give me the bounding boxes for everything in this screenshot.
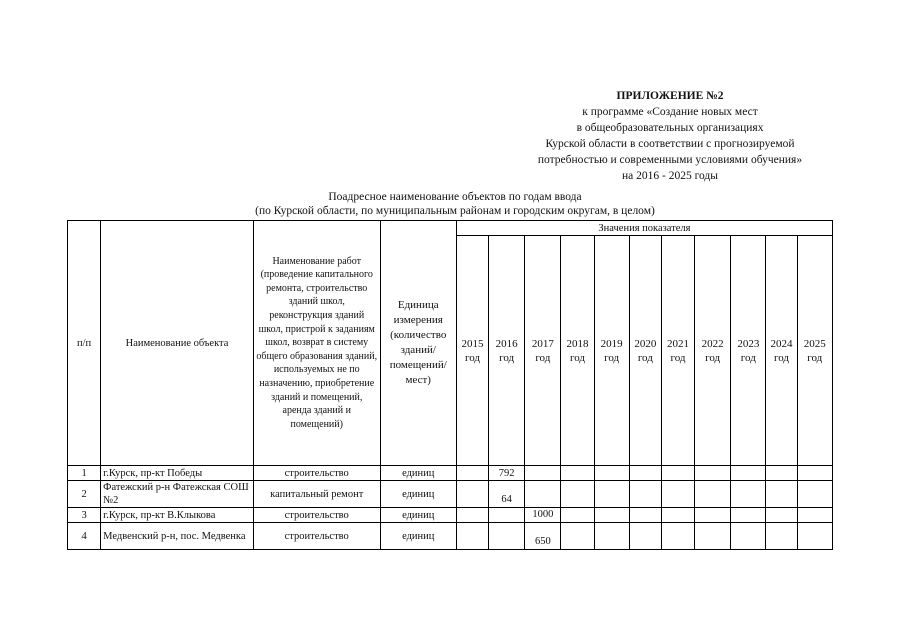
row-value xyxy=(629,523,661,550)
header-year xyxy=(456,236,488,466)
header-year xyxy=(594,236,629,466)
row-value xyxy=(525,481,561,508)
header-year xyxy=(561,236,594,466)
row-value xyxy=(695,523,731,550)
row-value xyxy=(456,481,488,508)
row-value xyxy=(661,466,694,481)
row-object-name: Медвенский р-н, пос. Медвенка xyxy=(101,523,254,550)
year-unit: год xyxy=(604,351,620,364)
year-unit: год xyxy=(535,351,551,364)
table-caption xyxy=(200,190,710,218)
row-value xyxy=(561,466,594,481)
appendix-heading: ПРИЛОЖЕНИЕ №2 xyxy=(616,90,724,102)
row-value xyxy=(731,466,766,481)
row-value xyxy=(594,466,629,481)
row-value xyxy=(766,466,797,481)
row-value xyxy=(456,466,488,481)
row-num: 3 xyxy=(68,508,101,523)
row-value xyxy=(661,481,694,508)
row-value xyxy=(797,481,832,508)
row-value xyxy=(731,508,766,523)
row-num: 1 xyxy=(68,466,101,481)
header-year xyxy=(489,236,525,466)
year-number: 2022 xyxy=(701,337,724,350)
header-year xyxy=(629,236,661,466)
header-num: п/п xyxy=(68,221,101,466)
row-value xyxy=(489,508,525,523)
row-value xyxy=(561,523,594,550)
row-value: 64 xyxy=(489,481,525,508)
row-value xyxy=(525,466,561,481)
table-row xyxy=(68,523,833,550)
header-year xyxy=(525,236,561,466)
header-year xyxy=(695,236,731,466)
row-value xyxy=(561,481,594,508)
row-value xyxy=(629,508,661,523)
year-unit: год xyxy=(499,351,515,364)
table-row xyxy=(68,466,833,481)
row-value xyxy=(797,466,832,481)
year-number: 2017 xyxy=(531,337,554,350)
row-value xyxy=(766,523,797,550)
row-unit: единиц xyxy=(380,466,456,481)
row-num: 4 xyxy=(68,523,101,550)
year-unit: год xyxy=(807,351,823,364)
row-unit: единиц xyxy=(380,481,456,508)
caption-line: (по Курской области, по муниципальным районам и городским округам, в целом) xyxy=(255,205,655,217)
row-num: 2 xyxy=(68,481,101,508)
row-value xyxy=(594,481,629,508)
row-work-type: строительство xyxy=(253,508,380,523)
row-value xyxy=(456,508,488,523)
row-value xyxy=(594,508,629,523)
row-work-type: строительство xyxy=(253,523,380,550)
header-year xyxy=(797,236,832,466)
row-value xyxy=(594,523,629,550)
row-value xyxy=(561,508,594,523)
header-unit: Единица измерения (количество зданий/ помещений/ мест) xyxy=(380,221,456,466)
header-object-name: Наименование объекта xyxy=(101,221,254,466)
row-value xyxy=(661,508,694,523)
row-value xyxy=(489,523,525,550)
appendix-line: Курской области в соответствии с прогнозируемой xyxy=(545,138,795,150)
row-object-name: Фатежский р-н Фатежская СОШ №2 xyxy=(101,481,254,508)
row-value xyxy=(695,508,731,523)
header-year xyxy=(731,236,766,466)
year-unit: год xyxy=(464,351,481,364)
year-number: 2020 xyxy=(634,337,657,350)
table-row xyxy=(68,508,833,523)
row-value: 792 xyxy=(489,466,525,481)
appendix-line: к программе «Создание новых мест xyxy=(582,106,758,118)
row-object-name: г.Курск, пр-кт Победы xyxy=(101,466,254,481)
year-number: 2025 xyxy=(803,337,826,350)
appendix-line: в общеобразовательных организациях xyxy=(576,122,764,134)
table-row xyxy=(68,481,833,508)
appendix-line: потребностью и современными условиями обучения» xyxy=(537,154,803,166)
year-unit: год xyxy=(773,351,789,364)
year-number: 2024 xyxy=(770,337,793,350)
row-value: 1000 xyxy=(525,508,561,523)
row-object-name: г.Курск, пр-кт В.Клыкова xyxy=(101,508,254,523)
header-year xyxy=(766,236,797,466)
row-value xyxy=(695,481,731,508)
header-values: Значения показателя xyxy=(456,221,832,236)
year-unit: год xyxy=(705,351,721,364)
row-value xyxy=(731,523,766,550)
year-number: 2023 xyxy=(737,337,760,350)
row-value xyxy=(695,466,731,481)
row-value xyxy=(661,523,694,550)
year-number: 2015 xyxy=(461,337,484,350)
row-unit: единиц xyxy=(380,523,456,550)
row-unit: единиц xyxy=(380,508,456,523)
row-value xyxy=(766,481,797,508)
row-value: 650 xyxy=(525,523,561,550)
row-value xyxy=(456,523,488,550)
year-number: 2019 xyxy=(600,337,623,350)
row-value xyxy=(629,481,661,508)
year-unit: год xyxy=(569,351,586,364)
year-unit: год xyxy=(740,351,756,364)
year-number: 2016 xyxy=(495,337,518,350)
year-unit: год xyxy=(670,351,686,364)
header-works: Наименование работ (проведение капитального ремонта, строительство зданий школ, реконструкция зданий школ, пристрой к заданиям школ, возврат в систему общего образования зданий, используемых не по назначению, приобретение зданий и помещений, аренда зданий и помещений) xyxy=(253,221,380,466)
objects-table xyxy=(67,220,833,550)
row-value xyxy=(629,466,661,481)
row-value xyxy=(766,508,797,523)
row-work-type: строительство xyxy=(253,466,380,481)
header-year xyxy=(661,236,694,466)
appendix-line: на 2016 - 2025 годы xyxy=(621,170,718,182)
appendix-block xyxy=(500,88,840,184)
row-work-type: капитальный ремонт xyxy=(253,481,380,508)
year-unit: год xyxy=(637,351,653,364)
row-value xyxy=(731,481,766,508)
row-value xyxy=(797,523,832,550)
year-number: 2018 xyxy=(566,337,589,350)
caption-line: Поадресное наименование объектов по годам ввода xyxy=(328,191,582,203)
row-value xyxy=(797,508,832,523)
year-number: 2021 xyxy=(666,337,689,350)
